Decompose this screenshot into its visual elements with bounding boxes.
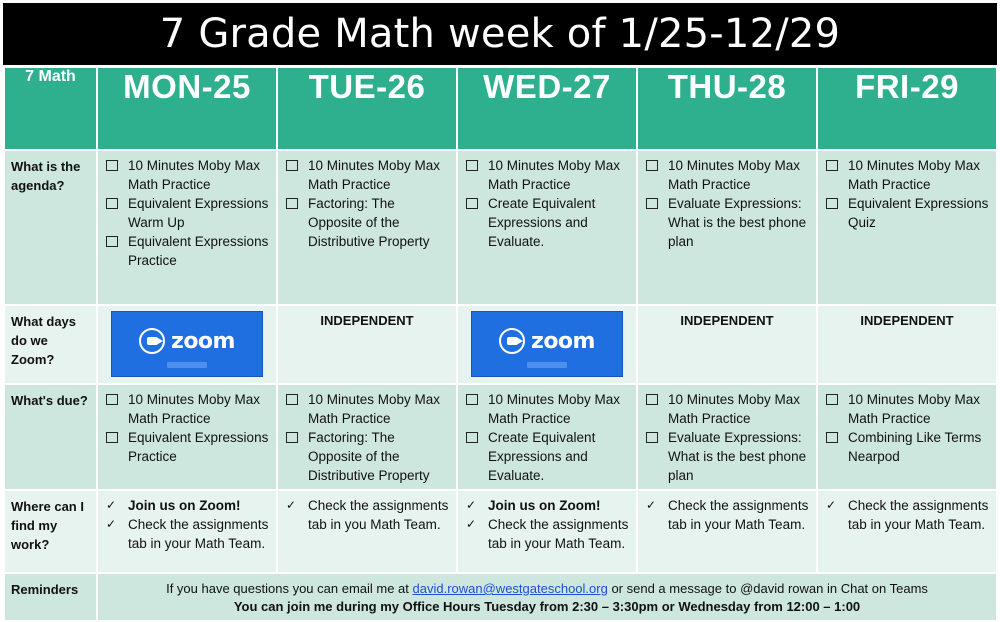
zoom-wordmark: zoom	[171, 328, 235, 354]
list-item	[646, 194, 810, 251]
checkbox-icon	[826, 432, 838, 443]
agenda-label: What is the agenda?	[4, 150, 97, 305]
checkmark-icon: ✓	[106, 517, 117, 531]
due-list	[818, 385, 996, 470]
agenda-list	[638, 151, 816, 255]
checkmark-icon: ✓	[826, 498, 837, 512]
join-meeting-button	[527, 362, 567, 368]
agenda-list	[818, 151, 996, 236]
list-item	[466, 496, 630, 515]
list-item-text: Check the assignments tab in your Math Team.	[668, 498, 809, 532]
independent-label: INDEPENDENT	[320, 313, 414, 328]
due-cell-thu	[637, 384, 817, 490]
independent-label: INDEPENDENT	[860, 313, 954, 328]
work-cell-fri	[817, 490, 997, 573]
day-header-thu: THU-28	[637, 67, 817, 150]
checkmark-icon: ✓	[466, 517, 477, 531]
work-cell-thu	[637, 490, 817, 573]
list-item	[646, 390, 810, 428]
due-label: What's due?	[4, 384, 97, 490]
checkbox-icon	[286, 160, 298, 171]
list-item-text: 10 Minutes Moby Max Math Practice	[848, 158, 981, 192]
page-title: 7 Grade Math week of 1/25-12/29	[3, 3, 997, 65]
checkbox-icon	[646, 198, 658, 209]
list-item	[646, 428, 810, 485]
email-link[interactable]: david.rowan@westgateschool.org	[412, 581, 608, 596]
list-item	[466, 156, 630, 194]
due-cell-fri	[817, 384, 997, 490]
list-item	[466, 194, 630, 251]
join-meeting-button	[167, 362, 207, 368]
list-item-text: Equivalent Expressions Warm Up	[128, 196, 269, 230]
checkmark-icon: ✓	[106, 498, 117, 512]
checkbox-icon	[826, 198, 838, 209]
checkmark-icon: ✓	[286, 498, 297, 512]
agenda-list	[278, 151, 456, 255]
list-item	[466, 515, 630, 553]
list-item-text: 10 Minutes Moby Max Math Practice	[668, 158, 801, 192]
checkbox-icon	[106, 160, 118, 171]
list-item-text: Equivalent Expressions Quiz	[848, 196, 989, 230]
agenda-row	[4, 150, 997, 305]
checkbox-icon	[286, 432, 298, 443]
office-hours-text: You can join me during my Office Hours Tuesday from 2:30 – 3:30pm or Wednesday from 12:00 – 1:00	[233, 599, 861, 614]
list-item-text: Factoring: The Opposite of the Distributive Property	[308, 430, 430, 483]
work-list	[98, 491, 276, 557]
checkbox-icon	[106, 198, 118, 209]
list-item	[286, 390, 450, 428]
list-item	[826, 496, 990, 534]
reminders-line-1-post: or send a message to @david rowan in Chat on Teams	[607, 581, 928, 596]
schedule-table	[3, 66, 998, 622]
checkbox-icon	[466, 394, 478, 405]
list-item-text: Equivalent Expressions Practice	[128, 430, 269, 464]
work-list	[638, 491, 816, 538]
agenda-cell-thu	[637, 150, 817, 305]
list-item	[106, 390, 270, 428]
day-header-mon: MON-25	[97, 67, 277, 150]
work-cell-mon	[97, 490, 277, 573]
zoom-logo	[111, 311, 263, 377]
agenda-cell-wed	[457, 150, 637, 305]
list-item-text: Create Equivalent Expressions and Evaluate.	[488, 196, 596, 249]
day-header-fri: FRI-29	[817, 67, 997, 150]
checkbox-icon	[106, 236, 118, 247]
list-item-text: 10 Minutes Moby Max Math Practice	[128, 158, 261, 192]
list-item	[286, 194, 450, 251]
day-header-tue: TUE-26	[277, 67, 457, 150]
zoom-cell-thu	[637, 305, 817, 384]
reminders-row	[4, 573, 997, 621]
due-list	[278, 385, 456, 489]
work-list	[458, 491, 636, 557]
work-label: Where can I find my work?	[4, 490, 97, 573]
list-item-text: 10 Minutes Moby Max Math Practice	[668, 392, 801, 426]
list-item	[106, 515, 270, 553]
reminders-line-1-pre: If you have questions you can email me at	[166, 581, 413, 596]
checkbox-icon	[106, 394, 118, 405]
video-camera-icon	[499, 328, 525, 354]
due-cell-mon	[97, 384, 277, 490]
due-cell-tue	[277, 384, 457, 490]
list-item-text: Combining Like Terms Nearpod	[848, 430, 982, 464]
list-item	[286, 496, 450, 534]
checkbox-icon	[646, 160, 658, 171]
agenda-list	[98, 151, 276, 274]
due-row	[4, 384, 997, 490]
due-list	[638, 385, 816, 489]
list-item	[826, 428, 990, 466]
video-camera-icon	[139, 328, 165, 354]
list-item	[106, 428, 270, 466]
work-row	[4, 490, 997, 573]
agenda-cell-fri	[817, 150, 997, 305]
zoom-days-label: What days do we Zoom?	[4, 305, 97, 384]
list-item-text: 10 Minutes Moby Max Math Practice	[488, 392, 621, 426]
list-item	[826, 390, 990, 428]
checkbox-icon	[646, 394, 658, 405]
checkbox-icon	[646, 432, 658, 443]
list-item-text: Equivalent Expressions Practice	[128, 234, 269, 268]
list-item-text: 10 Minutes Moby Max Math Practice	[128, 392, 261, 426]
due-list	[458, 385, 636, 489]
independent-label: INDEPENDENT	[680, 313, 774, 328]
zoom-logo-mark	[139, 328, 235, 354]
list-item-text: Check the assignments tab in your Math Team.	[488, 517, 629, 551]
list-item	[106, 156, 270, 194]
checkbox-icon	[286, 198, 298, 209]
zoom-logo-mark	[499, 328, 595, 354]
reminders-content	[97, 573, 997, 621]
checkmark-icon: ✓	[466, 498, 477, 512]
list-item-text: 10 Minutes Moby Max Math Practice	[488, 158, 621, 192]
list-item-text: Join us on Zoom!	[128, 498, 241, 513]
list-item	[826, 156, 990, 194]
day-header-wed: WED-27	[457, 67, 637, 150]
checkbox-icon	[466, 198, 478, 209]
zoom-wordmark: zoom	[531, 328, 595, 354]
zoom-logo	[471, 311, 623, 377]
reminders-label: Reminders	[4, 573, 97, 621]
list-item	[646, 496, 810, 534]
reminders-line-1	[102, 580, 992, 598]
list-item-text: 10 Minutes Moby Max Math Practice	[308, 392, 441, 426]
list-item-text: Check the assignments tab in your Math Team.	[128, 517, 269, 551]
list-item-text: Check the assignments tab in you Math Team.	[308, 498, 449, 532]
agenda-cell-tue	[277, 150, 457, 305]
class-label: 7 Math	[4, 67, 97, 150]
list-item-text: Check the assignments tab in your Math Team.	[848, 498, 989, 532]
list-item	[646, 156, 810, 194]
zoom-cell-tue	[277, 305, 457, 384]
list-item-text: 10 Minutes Moby Max Math Practice	[848, 392, 981, 426]
list-item-text: Evaluate Expressions: What is the best phone plan	[668, 430, 807, 483]
checkbox-icon	[106, 432, 118, 443]
list-item	[466, 390, 630, 428]
due-cell-wed	[457, 384, 637, 490]
work-list	[818, 491, 996, 538]
agenda-list	[458, 151, 636, 255]
list-item	[826, 194, 990, 232]
list-item-text: 10 Minutes Moby Max Math Practice	[308, 158, 441, 192]
list-item	[286, 428, 450, 485]
zoom-cell-mon	[97, 305, 277, 384]
list-item	[466, 428, 630, 485]
list-item	[106, 194, 270, 232]
list-item-text: Factoring: The Opposite of the Distributive Property	[308, 196, 430, 249]
agenda-cell-mon	[97, 150, 277, 305]
list-item	[286, 156, 450, 194]
checkbox-icon	[826, 160, 838, 171]
zoom-cell-fri	[817, 305, 997, 384]
zoom-days-row	[4, 305, 997, 384]
due-list	[98, 385, 276, 470]
zoom-cell-wed	[457, 305, 637, 384]
list-item	[106, 232, 270, 270]
checkbox-icon	[466, 160, 478, 171]
work-list	[278, 491, 456, 538]
list-item-text: Create Equivalent Expressions and Evaluate.	[488, 430, 596, 483]
list-item-text: Evaluate Expressions: What is the best phone plan	[668, 196, 807, 249]
checkbox-icon	[826, 394, 838, 405]
list-item-text: Join us on Zoom!	[488, 498, 601, 513]
header-row	[4, 67, 997, 150]
checkmark-icon: ✓	[646, 498, 657, 512]
list-item	[106, 496, 270, 515]
work-cell-tue	[277, 490, 457, 573]
checkbox-icon	[286, 394, 298, 405]
work-cell-wed	[457, 490, 637, 573]
checkbox-icon	[466, 432, 478, 443]
